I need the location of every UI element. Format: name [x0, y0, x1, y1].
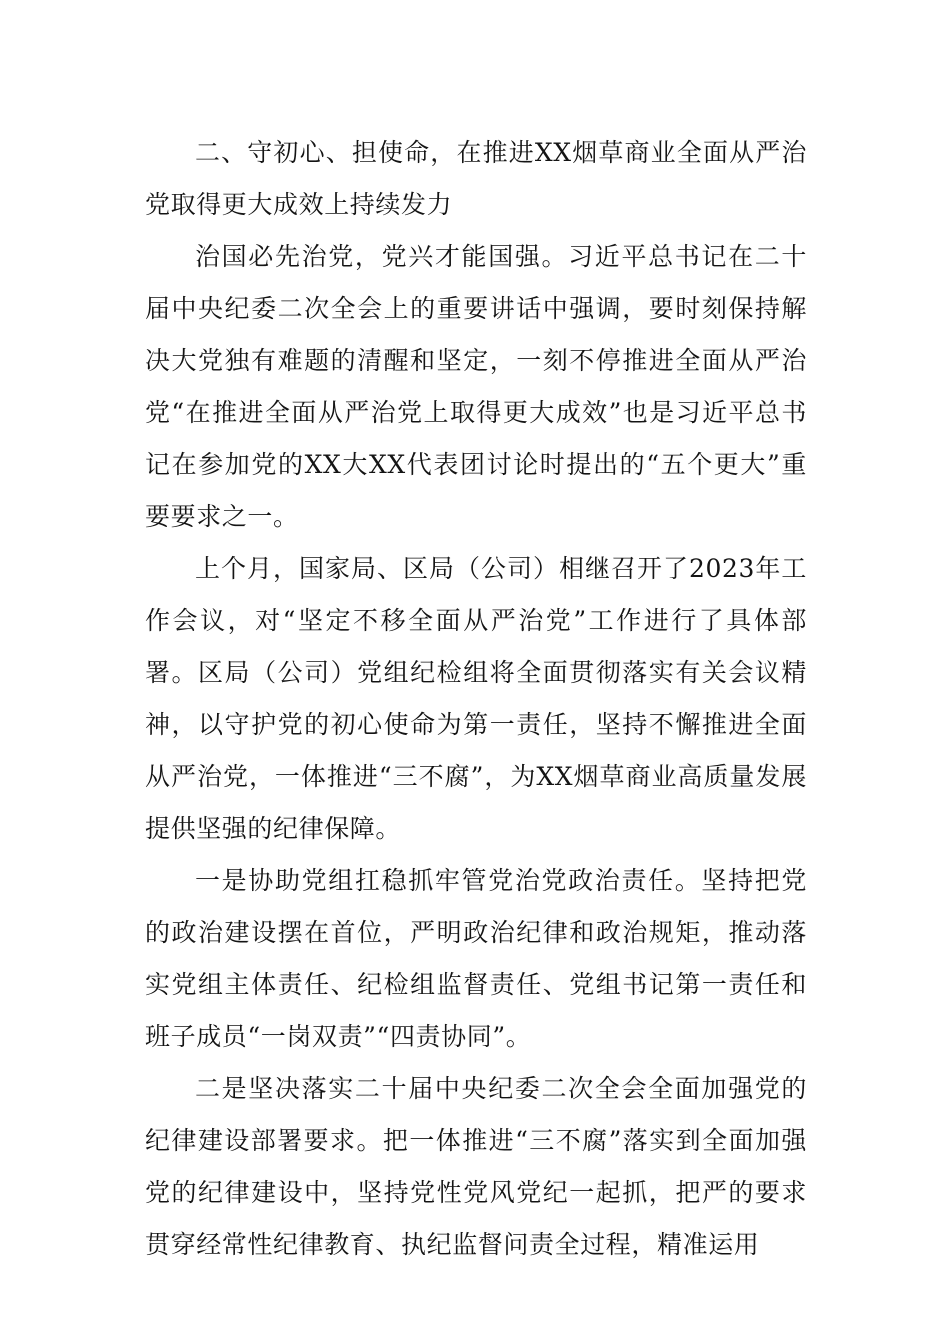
paragraph-point-two: 二是坚决落实二十届中央纪委二次全会全面加强党的纪律建设部署要求。把一体推进“三不腐”落实到全面加强党的纪律建设中，坚持党性党风党纪一起抓，把严的要求贯穿经常性纪律教育、执纪监督问责全过程，精准运用 — [145, 1074, 807, 1259]
document-body — [145, 127, 807, 1271]
paragraph-point-one: 一是协助党组扛稳抓牢管党治党政治责任。坚持把党的政治建设摆在首位，严明政治纪律和政治规矩，推动落实党组主体责任、纪检组监督责任、党组书记第一责任和班子成员“一岗双责”“四责协同”。 — [145, 866, 807, 1051]
paragraph-meeting: 上个月，国家局、区局（公司）相继召开了2023年工作会议，对“坚定不移全面从严治党”工作进行了具体部署。区局（公司）党组纪检组将全面贯彻落实有关会议精神，以守护党的初心使命为第一责任，坚持不懈推进全面从严治党，一体推进“三不腐”，为XX烟草商业高质量发展提供坚强的纪律保障。 — [145, 554, 807, 843]
paragraph-intro: 治国必先治党，党兴才能国强。习近平总书记在二十届中央纪委二次全会上的重要讲话中强调，要时刻保持解决大党独有难题的清醒和坚定，一刻不停推进全面从严治党“在推进全面从严治党上取得更大成效”也是习近平总书记在参加党的XX大XX代表团讨论时提出的“五个更大”重要要求之一。 — [145, 242, 807, 531]
section-heading: 二、守初心、担使命，在推进XX烟草商业全面从严治党取得更大成效上持续发力 — [145, 138, 807, 219]
